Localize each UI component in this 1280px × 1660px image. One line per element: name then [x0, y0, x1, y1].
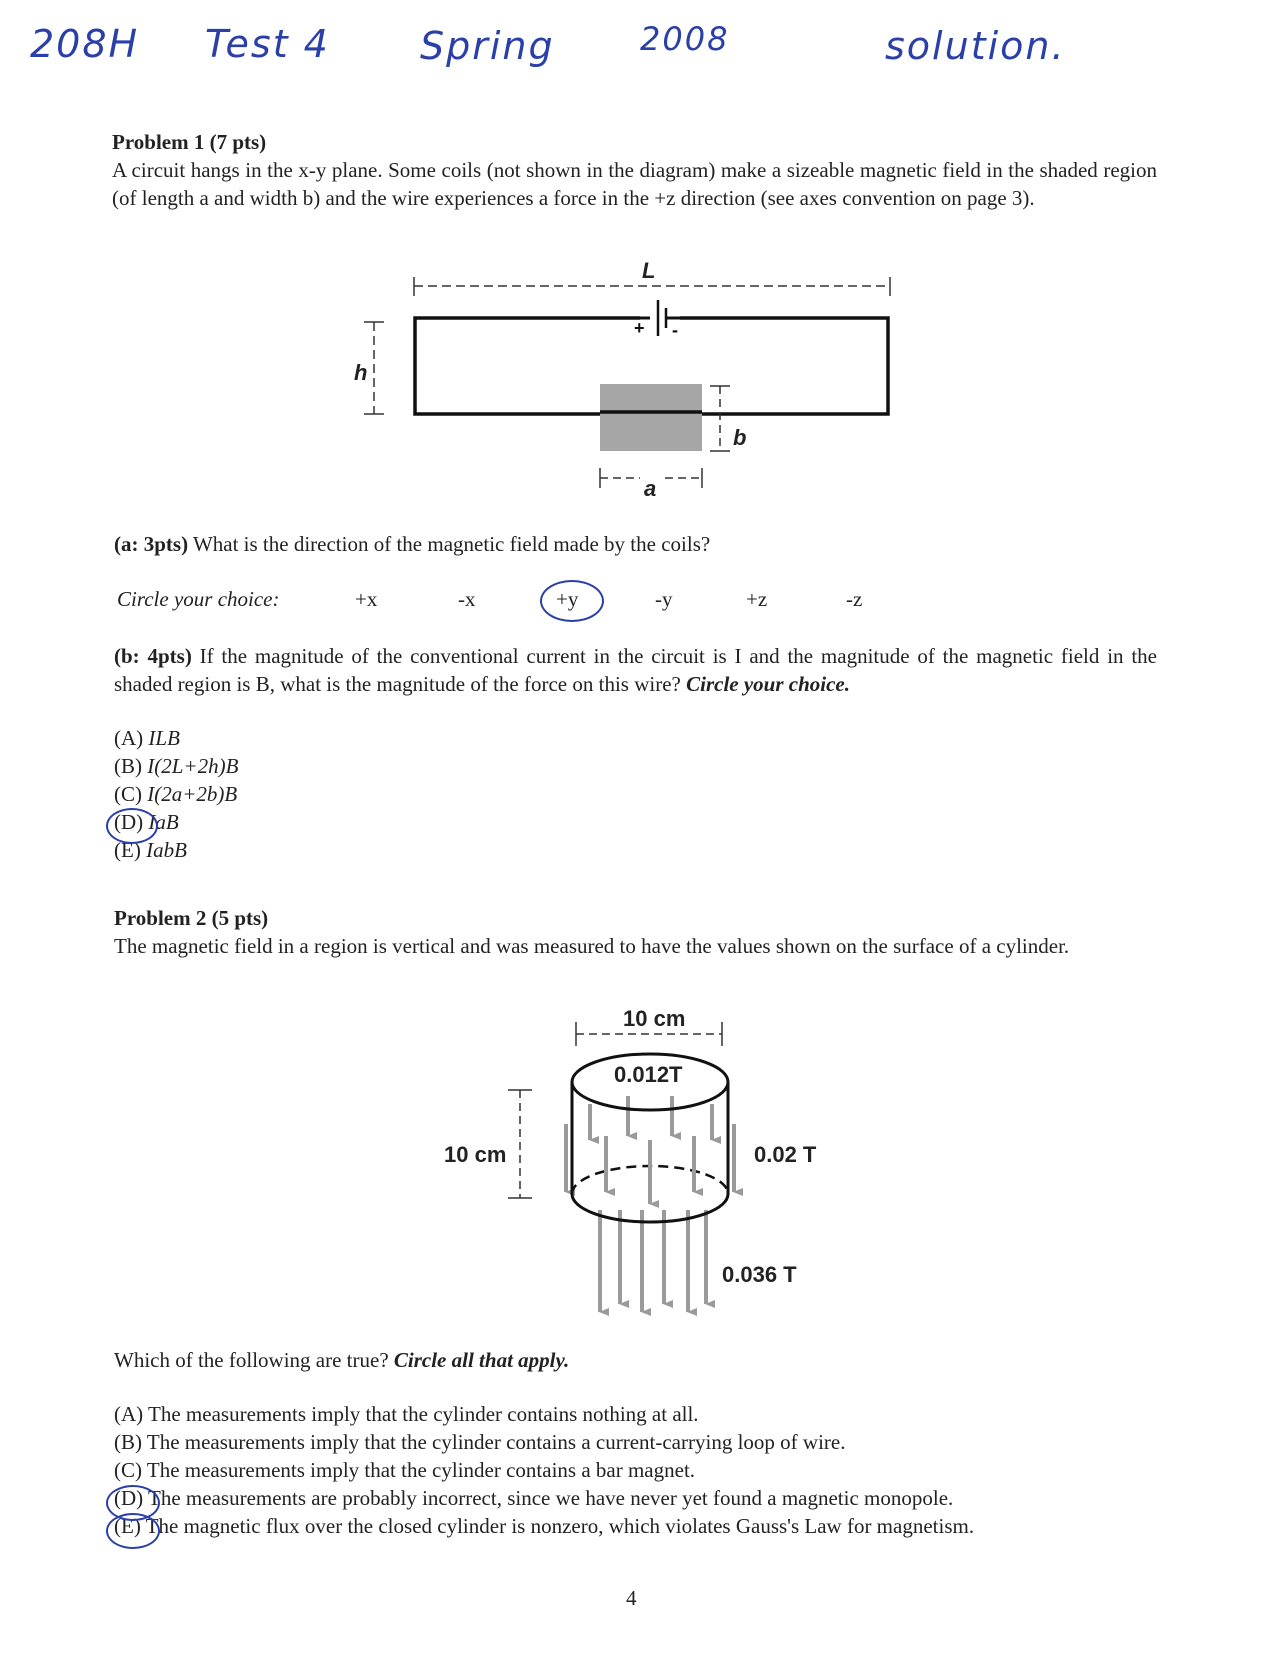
header-test: Test 4 [205, 22, 330, 66]
battery-minus: - [672, 320, 678, 340]
bottom-field-label: 0.036 T [722, 1262, 797, 1287]
header-note: solution. [885, 24, 1066, 68]
problem2-title: Problem 2 (5 pts) [114, 906, 269, 930]
part-a-label: (a: 3pts) [114, 532, 189, 556]
part-a-question: What is the direction of the magnetic field made by the coils? [192, 532, 711, 556]
option-2-b[interactable]: (B) The measurements imply that the cylinder contains a current-carrying loop of wire. [114, 1430, 846, 1454]
label-b: b [733, 425, 747, 450]
label-h: h [354, 360, 368, 385]
label-L: L [642, 258, 656, 283]
choice-minus-z[interactable]: -z [846, 587, 863, 611]
option-1b-c[interactable]: (C) I(2a+2b)B [114, 782, 238, 806]
choice-plus-z[interactable]: +z [746, 587, 768, 611]
battery-plus: + [634, 318, 645, 338]
choice-plus-x[interactable]: +x [355, 587, 378, 611]
problem1-text: A circuit hangs in the x-y plane. Some coils (not shown in the diagram) make a sizeable magnetic field in the shaded region (of length a and width b) and the wire experiences a force in the +z direction (see axes convention on page 3). [112, 158, 1157, 210]
choice-minus-y[interactable]: -y [655, 587, 673, 611]
choice-plus-y[interactable]: +y [556, 587, 579, 611]
label-a: a [644, 476, 657, 501]
problem2-text: The magnetic field in a region is vertical and was measured to have the values shown on the surface of a cylinder. [114, 934, 1070, 958]
option-2-a[interactable]: (A) The measurements imply that the cylinder contains nothing at all. [114, 1402, 699, 1426]
circle-mark-2-e [106, 1513, 160, 1549]
option-2-e[interactable]: (E) The magnetic flux over the closed cylinder is nonzero, which violates Gauss's Law for magnetism. [114, 1514, 975, 1538]
header-course: 208H [30, 22, 140, 66]
option-1b-d[interactable]: (D) IaB [114, 810, 179, 834]
side-field-label: 0.02 T [754, 1142, 817, 1167]
option-1b-b[interactable]: (B) I(2L+2h)B [114, 754, 239, 778]
problem2-prompt: Circle all that apply. [393, 1348, 570, 1372]
part-b-prompt: Circle your choice. [686, 672, 850, 696]
header-year: 2008 [640, 20, 730, 58]
width-label: 10 cm [623, 1006, 686, 1031]
part-b-label: (b: 4pts) [114, 644, 192, 668]
header-term: Spring [420, 24, 555, 68]
top-field-label: 0.012T [614, 1062, 683, 1087]
option-1b-e[interactable]: (E) IabB [114, 838, 187, 862]
part-b-question: If the magnitude of the conventional current in the circuit is I and the magnitude of the magnetic field in the shaded region is B, what is the magnitude of the force on this wire? [114, 644, 1157, 696]
page-number: 4 [626, 1586, 637, 1610]
problem2-question: Which of the following are true? [114, 1348, 389, 1372]
choice-minus-x[interactable]: -x [458, 587, 476, 611]
height-label: 10 cm [444, 1142, 507, 1167]
option-2-d[interactable]: (D) The measurements are probably incorrect, since we have never yet found a magnetic monopole. [114, 1486, 954, 1510]
option-1b-a[interactable]: (A) ILB [114, 726, 180, 750]
option-2-c[interactable]: (C) The measurements imply that the cylinder contains a bar magnet. [114, 1458, 696, 1482]
problem1-title: Problem 1 (7 pts) [112, 130, 267, 154]
part-a-prompt: Circle your choice: [117, 587, 280, 611]
